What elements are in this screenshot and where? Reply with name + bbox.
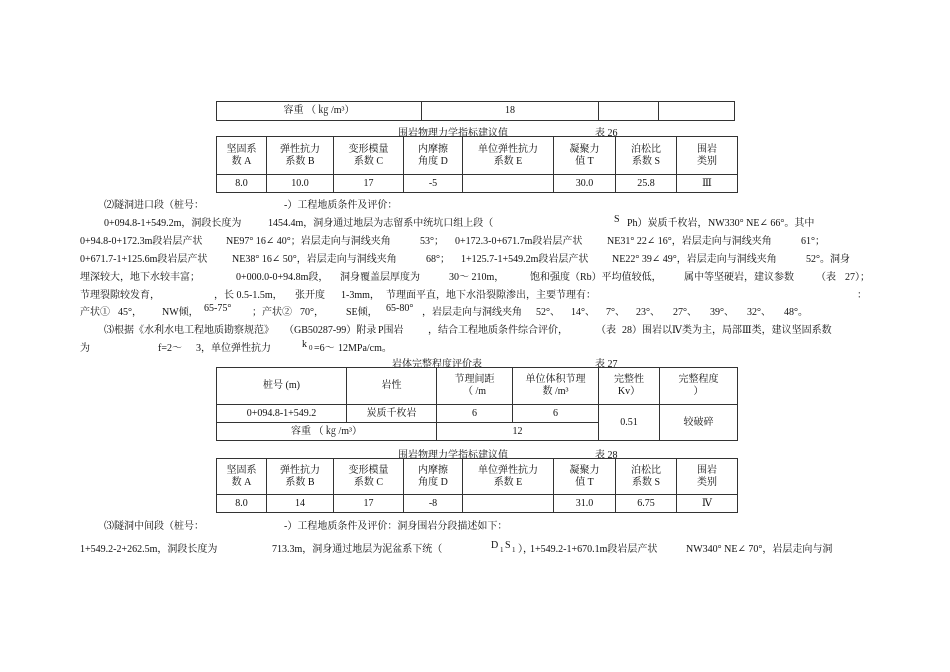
table-26-header-a: 坚固系 数 A	[217, 137, 267, 175]
table-28-cell: 17	[334, 495, 404, 513]
table-26-header-e: 单位弹性抗力 系数 E	[463, 137, 554, 175]
p1-seg: 65-75°	[204, 303, 232, 314]
p1-seg: 饱和强度	[530, 272, 570, 283]
p1-seg: P围岩	[378, 325, 404, 336]
table-28-cell: 31.0	[554, 495, 616, 513]
p2-seg: S	[505, 540, 511, 551]
p1-seg: 53°；	[420, 236, 444, 247]
caption-27-number: 表 27	[595, 359, 618, 370]
p1-seg: 0+94.8-0+172.3m段岩层产状	[80, 236, 203, 247]
table-26-header-class: 围岩 类别	[677, 137, 738, 175]
table-26-cell: Ⅲ	[677, 175, 738, 193]
table-26-cell: 25.8	[616, 175, 677, 193]
table-27-weight-label: 容重 （ ㎏ /m³）	[217, 423, 437, 441]
table-26-header-c: 变形模量 系数 C	[334, 137, 404, 175]
p1-seg: 70°，	[300, 307, 324, 318]
caption-28-number: 表 28	[595, 450, 618, 461]
p1-seg: 52°、	[536, 307, 560, 318]
table-27-cell: 较破碎	[660, 405, 738, 441]
table-top-label: 容重 （ ㎏ /m³）	[217, 102, 422, 121]
p1-seg: 1-3mm，	[341, 290, 380, 301]
p1-seg: 节理面平直，地下水沿裂隙渗出，主要节理有：	[386, 290, 596, 301]
table-28-cell	[463, 495, 554, 513]
p1-seg: ，长 0.5-1.5m，	[214, 290, 283, 301]
caption-26-title: 围岩物理力学指标建议值	[398, 128, 508, 139]
p1-seg: ⑶根据《水利水电工程地质勘察规范》	[104, 325, 274, 336]
p1-seg: SE倾，	[346, 307, 378, 318]
table-28-cell: Ⅳ	[677, 495, 738, 513]
table-27-cell: 6	[513, 405, 599, 423]
p2-seg: 1	[512, 546, 516, 554]
table-27-header-joint-count: 单位体积节理 数 /m³	[513, 368, 599, 405]
p1-seg: 节理裂隙较发育，	[80, 290, 160, 301]
p1-seg: 0+000.0-0+94.8m段，	[236, 272, 329, 283]
table-28-header-d: 内摩擦 角度 D	[404, 459, 463, 495]
p2-seg: D	[491, 540, 499, 551]
table-28-cell: 6.75	[616, 495, 677, 513]
p1-seg: 32°、	[747, 307, 771, 318]
table-top-empty-1	[599, 102, 659, 121]
p1-seg: ，岩层走向与洞线夹角	[422, 307, 522, 318]
p1-seg: NE97° 16∠ 40°；岩层走向与洞线夹角	[226, 236, 391, 247]
table-28-header-e: 单位弹性抗力 系数 E	[463, 459, 554, 495]
p1-seg: 68°；	[426, 254, 450, 265]
table-28-cell: 14	[267, 495, 334, 513]
table-27-cell: 6	[437, 405, 513, 423]
p1-seg: NW倾，	[162, 307, 199, 318]
table-top-empty-2	[659, 102, 735, 121]
table-27-header-degree: 完整程度 ）	[660, 368, 738, 405]
p1-seg: （表	[816, 272, 836, 283]
table-27-header-station: 桩号 (m)	[217, 368, 347, 405]
p1-seg: 0+094.8-1+549.2m，洞段长度为	[104, 218, 242, 229]
p1-seg: NE31° 22∠ 16°，岩层走向与洞线夹角	[607, 236, 772, 247]
table-28-header-a: 坚固系 数 A	[217, 459, 267, 495]
caption-28-title: 围岩物理力学指标建议值	[398, 450, 508, 461]
table-27-cell: 0.51	[599, 405, 660, 441]
p2-seg: 713.3m，洞身通过地层为泥盆系下统（	[272, 544, 443, 555]
table-26	[216, 136, 738, 193]
table-26-header-d: 内摩擦 角度 D	[404, 137, 463, 175]
table-26-cell: -5	[404, 175, 463, 193]
p1-seg: -）工程地质条件及评价：	[284, 200, 398, 211]
p2-seg: 1+549.2-1+670.1m段岩层产状	[530, 544, 658, 555]
p2-seg: ⑶隧洞中间段（桩号：	[104, 521, 204, 532]
p1-seg: 27）；	[845, 272, 870, 283]
p1-seg: 39°、	[710, 307, 734, 318]
table-26-header-b: 弹性抗力 系数 B	[267, 137, 334, 175]
table-28-header-t: 凝聚力 值 T	[554, 459, 616, 495]
p1-seg: ：	[857, 290, 867, 301]
caption-27-title: 岩体完整程度评价表	[392, 359, 482, 370]
p1-seg: 14°、	[571, 307, 595, 318]
p1-seg: 0+671.7-1+125.6m段岩层产状	[80, 254, 208, 265]
p1-seg: 27°、	[673, 307, 697, 318]
p2-seg: -）工程地质条件及评价：洞身围岩分段描述如下：	[284, 521, 508, 532]
p1-seg: =6～	[314, 343, 335, 354]
p1-seg: ，结合工程地质条件综合评价，	[428, 325, 568, 336]
table-28-cell: -8	[404, 495, 463, 513]
p1-seg: ⑵隧洞进口段（桩号：	[104, 200, 204, 211]
p1-seg: f=2～	[158, 343, 182, 354]
p1-seg: 洞身覆盖层厚度为	[340, 272, 420, 283]
p1-seg: （表	[596, 325, 616, 336]
p1-seg: 12MPa/cm。	[338, 343, 392, 354]
table-28-cell: 8.0	[217, 495, 267, 513]
table-27-weight-value: 12	[437, 423, 599, 441]
p1-seg: 23°、	[636, 307, 660, 318]
table-26-cell: 10.0	[267, 175, 334, 193]
p1-seg: （Rb）平均值较低，	[570, 272, 662, 283]
p1-seg: S	[614, 214, 620, 225]
table-28-header-b: 弹性抗力 系数 B	[267, 459, 334, 495]
table-26-header-t: 凝聚力 值 T	[554, 137, 616, 175]
table-26-cell: 8.0	[217, 175, 267, 193]
p1-seg: Ph）炭质千枚岩，	[627, 218, 708, 229]
p1-seg: 1+125.7-1+549.2m段岩层产状	[461, 254, 589, 265]
p1-seg: 属中等坚硬岩，建议参数	[684, 272, 794, 283]
table-27	[216, 367, 738, 441]
p1-seg: ；产状②	[252, 307, 292, 318]
table-top-value: 18	[422, 102, 599, 121]
p2-seg: 1	[500, 546, 504, 554]
table-26-cell: 17	[334, 175, 404, 193]
p1-seg: 为	[80, 343, 90, 354]
p1-seg: NW330° NE∠ 66°。其中	[708, 218, 815, 229]
table-27-header-lithology: 岩性	[347, 368, 437, 405]
p1-seg: 45°，	[118, 307, 142, 318]
p1-seg: 张开度	[295, 290, 325, 301]
p1-seg: 产状①	[80, 307, 110, 318]
p1-seg: k	[302, 339, 307, 350]
table-28-header-s: 泊松比 系数 S	[616, 459, 677, 495]
table-27-header-spacing: 节理间距 （ /m	[437, 368, 513, 405]
table-26-header-s: 泊松比 系数 S	[616, 137, 677, 175]
p2-seg: 1+549.2-2+262.5m，洞段长度为	[80, 544, 218, 555]
p1-seg: 61°；	[801, 236, 825, 247]
p1-seg: 0	[309, 344, 313, 352]
table-28	[216, 458, 738, 513]
p1-seg: 48°。	[784, 307, 808, 318]
table-27-cell: 0+094.8-1+549.2	[217, 405, 347, 423]
table-27-header-integrity: 完整性 Kv）	[599, 368, 660, 405]
table-28-header-class: 围岩 类别	[677, 459, 738, 495]
table-26-cell: 30.0	[554, 175, 616, 193]
p1-seg: 30～ 210m，	[449, 272, 505, 283]
p1-seg: 0+172.3-0+671.7m段岩层产状	[455, 236, 583, 247]
p1-seg: 1454.4m，洞身通过地层为志留系中统坑口组上段（	[268, 218, 494, 229]
p1-seg: 埋深较大，地下水较丰富；	[80, 272, 200, 283]
p1-seg: 7°、	[606, 307, 625, 318]
p1-seg: （GB50287-99）附录	[284, 325, 377, 336]
p1-seg: 52°。洞身	[806, 254, 850, 265]
table-27-cell: 炭质千枚岩	[347, 405, 437, 423]
p1-seg: 65-80°	[386, 303, 414, 314]
p1-seg: NE22° 39∠ 49°，岩层走向与洞线夹角	[612, 254, 777, 265]
p2-seg: ），	[518, 544, 533, 555]
p1-seg: NE38° 16∠ 50°，岩层走向与洞线夹角	[232, 254, 397, 265]
caption-26-number: 表 26	[595, 128, 618, 139]
table-28-header-c: 变形模量 系数 C	[334, 459, 404, 495]
p1-seg: 28）围岩以Ⅳ类为主，局部Ⅲ类，建议坚固系数	[622, 325, 832, 336]
table-top	[216, 101, 735, 121]
p2-seg: NW340° NE∠ 70°，岩层走向与洞	[686, 544, 833, 555]
table-26-cell	[463, 175, 554, 193]
p1-seg: 3，单位弹性抗力	[196, 343, 271, 354]
